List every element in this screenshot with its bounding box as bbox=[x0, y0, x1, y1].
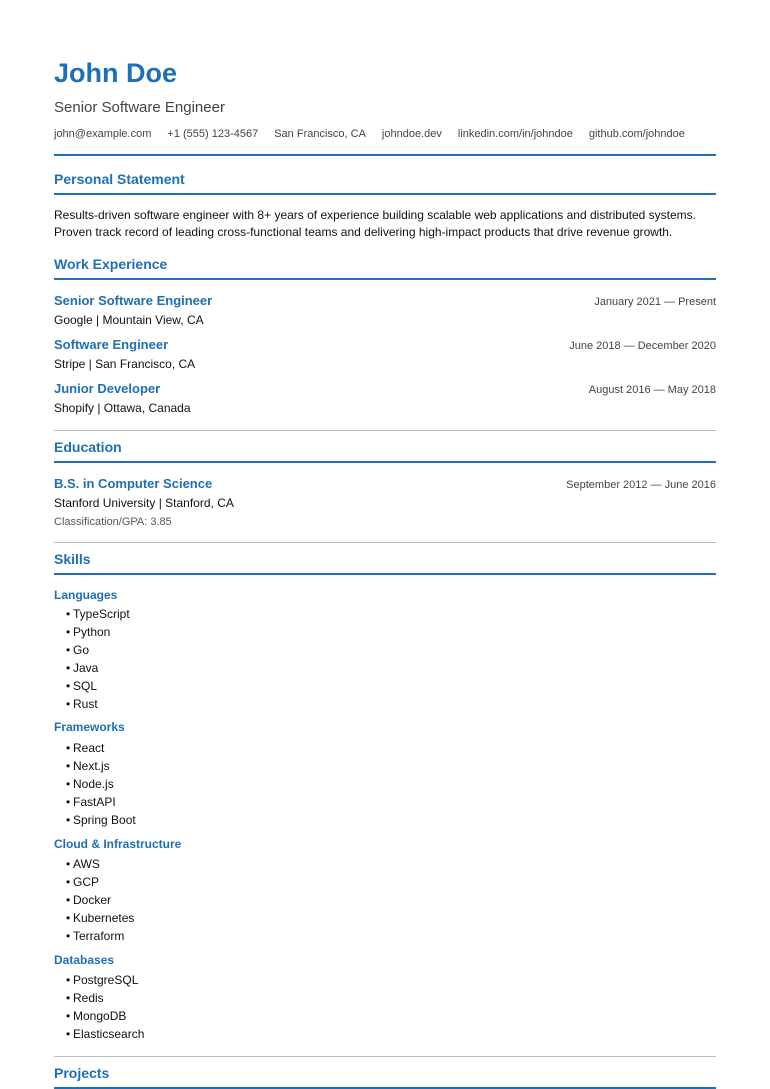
section-underline bbox=[54, 461, 716, 463]
skill-item: • Go bbox=[66, 643, 90, 657]
skill-item: • Spring Boot bbox=[66, 813, 136, 827]
section-divider bbox=[54, 430, 716, 431]
skill-category bbox=[54, 720, 716, 828]
job-title: Software Engineer bbox=[54, 337, 169, 352]
skill-item: • Terraform bbox=[66, 929, 125, 943]
contact-phone[interactable]: +1 (555) 123-4567 bbox=[167, 128, 259, 140]
skill-item: • Elasticsearch bbox=[66, 1027, 145, 1041]
job-company: Google | Mountain View, CA bbox=[54, 313, 204, 327]
work-entry bbox=[54, 381, 716, 416]
job-title: Senior Software Engineer bbox=[54, 293, 213, 308]
education-entry bbox=[54, 476, 716, 529]
skill-item: • Redis bbox=[66, 991, 104, 1005]
section-title-work-experience: Work Experience bbox=[54, 256, 168, 272]
skill-item: • FastAPI bbox=[66, 795, 116, 809]
job-dates: June 2018 — December 2020 bbox=[569, 340, 716, 352]
contact-row bbox=[54, 127, 716, 141]
skill-item: • TypeScript bbox=[66, 607, 130, 621]
skill-category-title: Cloud & Infrastructure bbox=[54, 837, 182, 851]
section-title-education: Education bbox=[54, 439, 122, 455]
skill-list bbox=[54, 973, 716, 1042]
skill-category bbox=[54, 588, 716, 712]
job-company: Stripe | San Francisco, CA bbox=[54, 357, 196, 371]
skill-item: • Java bbox=[66, 661, 99, 675]
skill-item: • AWS bbox=[66, 857, 100, 871]
job-dates: August 2016 — May 2018 bbox=[588, 384, 716, 396]
statement-line: Proven track record of leading cross-functional teams and delivering high-impact products that drive revenue growth. bbox=[54, 225, 673, 239]
contact-linkedin[interactable]: linkedin.com/in/johndoe bbox=[457, 128, 573, 140]
section-title-projects: Projects bbox=[54, 1065, 110, 1081]
section-title-skills: Skills bbox=[54, 551, 91, 567]
education-school: Stanford University | Stanford, CA bbox=[54, 496, 234, 510]
skill-item: • Docker bbox=[66, 893, 112, 907]
skill-item: • Rust bbox=[66, 697, 98, 711]
skill-category-title: Languages bbox=[54, 588, 118, 602]
skill-list bbox=[54, 857, 716, 944]
header-divider bbox=[54, 154, 716, 156]
skill-list bbox=[54, 741, 716, 828]
job-dates: January 2021 — Present bbox=[594, 296, 716, 308]
contact-location: San Francisco, CA bbox=[274, 128, 366, 140]
skill-list bbox=[54, 607, 716, 712]
contact-github[interactable]: github.com/johndoe bbox=[588, 128, 685, 140]
skill-item: • Node.js bbox=[66, 777, 114, 791]
skill-item: • Kubernetes bbox=[66, 911, 135, 925]
resume-title: Senior Software Engineer bbox=[54, 99, 225, 116]
contact-website[interactable]: johndoe.dev bbox=[381, 128, 442, 140]
contact-email[interactable]: john@example.com bbox=[54, 128, 152, 140]
section-underline bbox=[54, 278, 716, 280]
skill-category bbox=[54, 953, 716, 1042]
resume-name: John Doe bbox=[54, 58, 178, 88]
section-underline bbox=[54, 573, 716, 575]
degree-title: B.S. in Computer Science bbox=[54, 476, 213, 491]
education-gpa: Classification/GPA: 3.85 bbox=[54, 516, 172, 528]
job-company: Shopify | Ottawa, Canada bbox=[54, 401, 191, 415]
job-title: Junior Developer bbox=[54, 381, 161, 396]
skill-item: • SQL bbox=[66, 679, 98, 693]
section-divider bbox=[54, 542, 716, 543]
personal-statement-text bbox=[54, 207, 716, 241]
skill-category-title: Frameworks bbox=[54, 720, 125, 734]
skill-category bbox=[54, 837, 716, 944]
section-divider bbox=[54, 1056, 716, 1057]
work-entry bbox=[54, 337, 716, 372]
education-dates: September 2012 — June 2016 bbox=[566, 479, 716, 491]
section-title-personal-statement: Personal Statement bbox=[54, 171, 185, 187]
skill-item: • MongoDB bbox=[66, 1009, 127, 1023]
skill-item: • PostgreSQL bbox=[66, 973, 139, 987]
skill-item: • GCP bbox=[66, 875, 100, 889]
skill-item: • Next.js bbox=[66, 759, 110, 773]
skill-item: • React bbox=[66, 741, 105, 755]
work-entry bbox=[54, 293, 716, 328]
statement-line: Results-driven software engineer with 8+ years of experience building scalable web applications and distributed systems. bbox=[54, 208, 697, 222]
section-underline bbox=[54, 193, 716, 195]
skill-category-title: Databases bbox=[54, 953, 115, 967]
skill-item: • Python bbox=[66, 625, 111, 639]
